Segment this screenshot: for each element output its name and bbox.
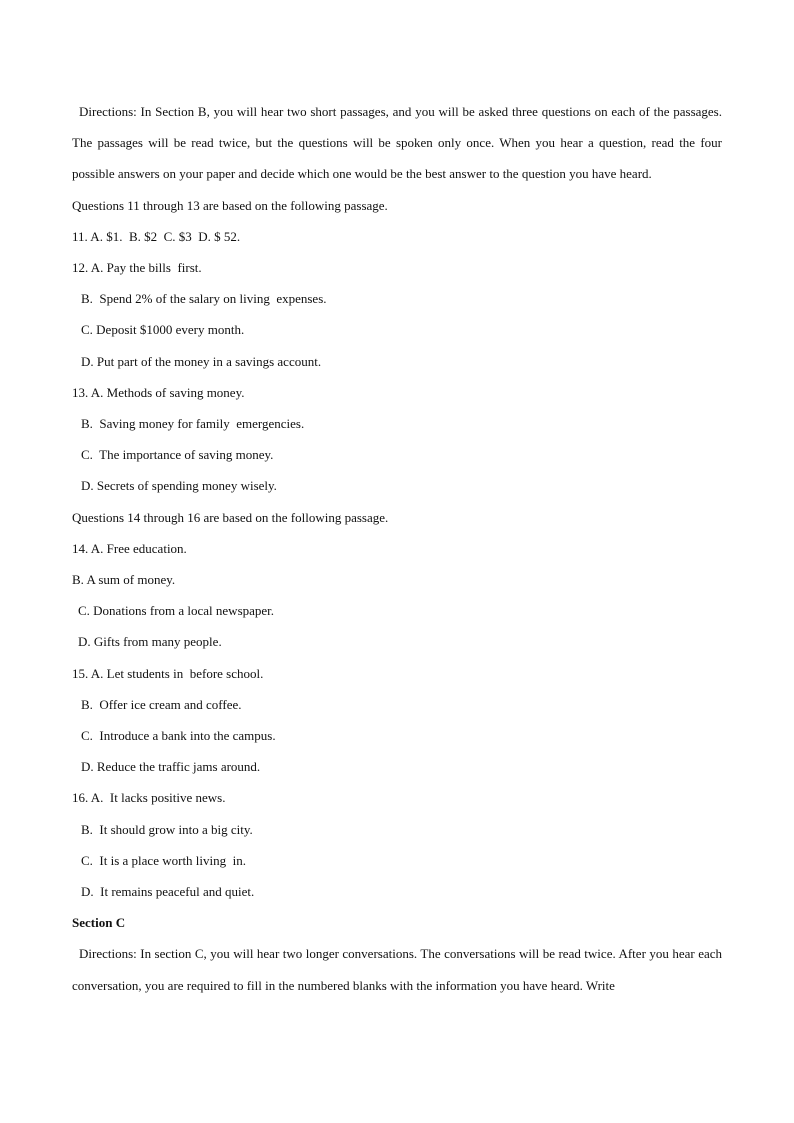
question-14-option-c: C. Donations from a local newspaper. [78,603,275,619]
question-16-option-b: B. It should grow into a big city. [81,821,253,837]
question-16-option-c: C. It is a place worth living in. [81,852,247,868]
question-15-option-c: C. Introduce a bank into the campus. [81,728,276,744]
passage2-intro: Questions 14 through 16 are based on the following passage. [72,509,389,525]
question-12-option-d: D. Put part of the money in a savings account. [81,353,322,369]
question-13-option-c: C. The importance of saving money. [81,447,274,463]
question-15-option-b: B. Offer ice cream and coffee. [81,696,242,712]
question-12-option-b: B. Spend 2% of the salary on living expenses. [81,291,327,307]
document-page [72,96,722,1001]
question-13-option-b: B. Saving money for family emergencies. [81,416,305,432]
question-15-option-d: D. Reduce the traffic jams around. [81,759,261,775]
section-c-heading: Section C [72,915,126,931]
question-13-option-d: D. Secrets of spending money wisely. [81,478,277,494]
question-16-option-a: 16. A. It lacks positive news. [72,790,226,806]
question-14-option-d: D. Gifts from many people. [78,634,222,650]
question-13-option-a: 13. A. Methods of saving money. [72,384,245,400]
question-16-option-d: D. It remains peaceful and quiet. [81,884,255,900]
section-c-directions: Directions: In section C, you will hear two longer conversations. The conversations will be read twice. After you hear each conversation, you are required to fill in the numbered blanks with the information you have heard. Write [72,946,722,993]
question-15-option-a: 15. A. Let students in before school. [72,665,264,681]
question-14-option-b: B. A sum of money. [72,572,176,588]
question-11: 11. A. $1. B. $2 C. $3 D. $ 52. [72,228,241,244]
question-14-option-a: 14. A. Free education. [72,540,187,556]
question-12-option-c: C. Deposit $1000 every month. [81,322,245,338]
passage1-intro: Questions 11 through 13 are based on the following passage. [72,197,388,213]
question-12-option-a: 12. A. Pay the bills first. [72,260,202,276]
section-b-directions: Directions: In Section B, you will hear two short passages, and you will be asked three questions on each of the passages. The passages will be read twice, but the questions will be spoken only once. When you hear a question, read the four possible answers on your paper and decide which one would be the best answer to the question you have heard. [72,104,722,182]
